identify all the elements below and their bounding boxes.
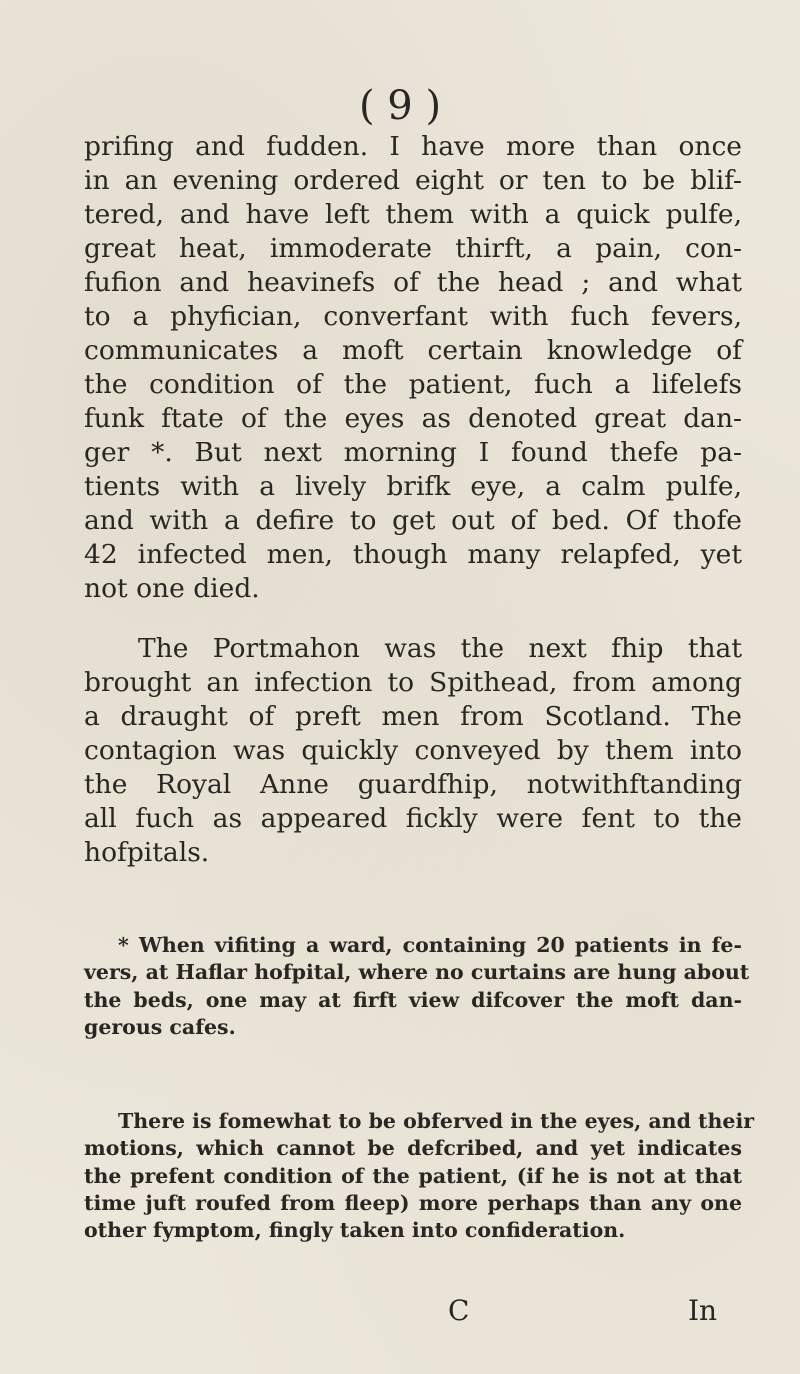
text-line: prifing and fudden. I have more than once <box>84 131 742 162</box>
text-line: brought an infection to Spithead, from among <box>84 667 742 698</box>
text-line: in an evening ordered eight or ten to be blif- <box>84 165 742 196</box>
text-line: tients with a lively brifk eye, a calm pulfe, <box>84 471 742 502</box>
paragraph-2 <box>84 632 742 870</box>
footnote-line: motions, which cannot be defcribed, and yet indicates <box>84 1136 742 1161</box>
text-line: to a phyfician, converfant with fuch fevers, <box>84 301 742 332</box>
text-line: The Portmahon was the next fhip that <box>138 633 742 664</box>
footnote-2 <box>84 1108 755 1244</box>
text-line: funk ftate of the eyes as denoted great dan- <box>84 403 742 434</box>
text-line: communicates a moft certain knowledge of <box>84 335 742 366</box>
text-line: 42 infected men, though many relapfed, yet <box>84 539 742 570</box>
footnote-1 <box>84 932 750 1041</box>
text-line: not one died. <box>84 573 260 604</box>
text-line: and with a defire to get out of bed. Of thofe <box>84 505 742 536</box>
text-line: great heat, immoderate thirft, a pain, con- <box>84 233 742 264</box>
footnote-line: time juft roufed from fleep) more perhaps than any one <box>84 1190 742 1215</box>
catchword: In <box>688 1294 718 1327</box>
page-number: ( 9 ) <box>358 83 442 129</box>
text-line: fufion and heavinefs of the head ; and what <box>84 267 742 298</box>
text-line: the Royal Anne guardfhip, notwithftanding <box>84 769 742 800</box>
text-line: tered, and have left them with a quick pulfe, <box>84 199 742 230</box>
text-line: ger *. But next morning I found thefe pa- <box>84 437 742 468</box>
footnote-line: the prefent condition of the patient, (if he is not at that <box>84 1163 742 1188</box>
footnote-line: the beds, one may at firft view difcover the moft dan- <box>84 987 742 1012</box>
text-line: a draught of preft men from Scotland. The <box>84 701 742 732</box>
paragraph-1 <box>84 130 742 606</box>
footnote-line: other fymptom, fingly taken into confideration. <box>84 1218 626 1243</box>
text-line: the condition of the patient, fuch a lifelefs <box>84 369 742 400</box>
text-line: all fuch as appeared fickly were fent to the <box>84 803 742 834</box>
footnote-line: There is fomewhat to be obferved in the eyes, and their <box>118 1109 755 1133</box>
signature-mark: C <box>448 1294 470 1327</box>
footnote-line: vers, at Haflar hofpital, where no curtains are hung about <box>84 960 750 985</box>
footnote-line: gerous cafes. <box>84 1014 236 1039</box>
text-line: contagion was quickly conveyed by them into <box>84 735 742 766</box>
footnote-line: * When vifiting a ward, containing 20 patients in fe- <box>118 933 742 957</box>
text-line: hofpitals. <box>84 837 210 868</box>
